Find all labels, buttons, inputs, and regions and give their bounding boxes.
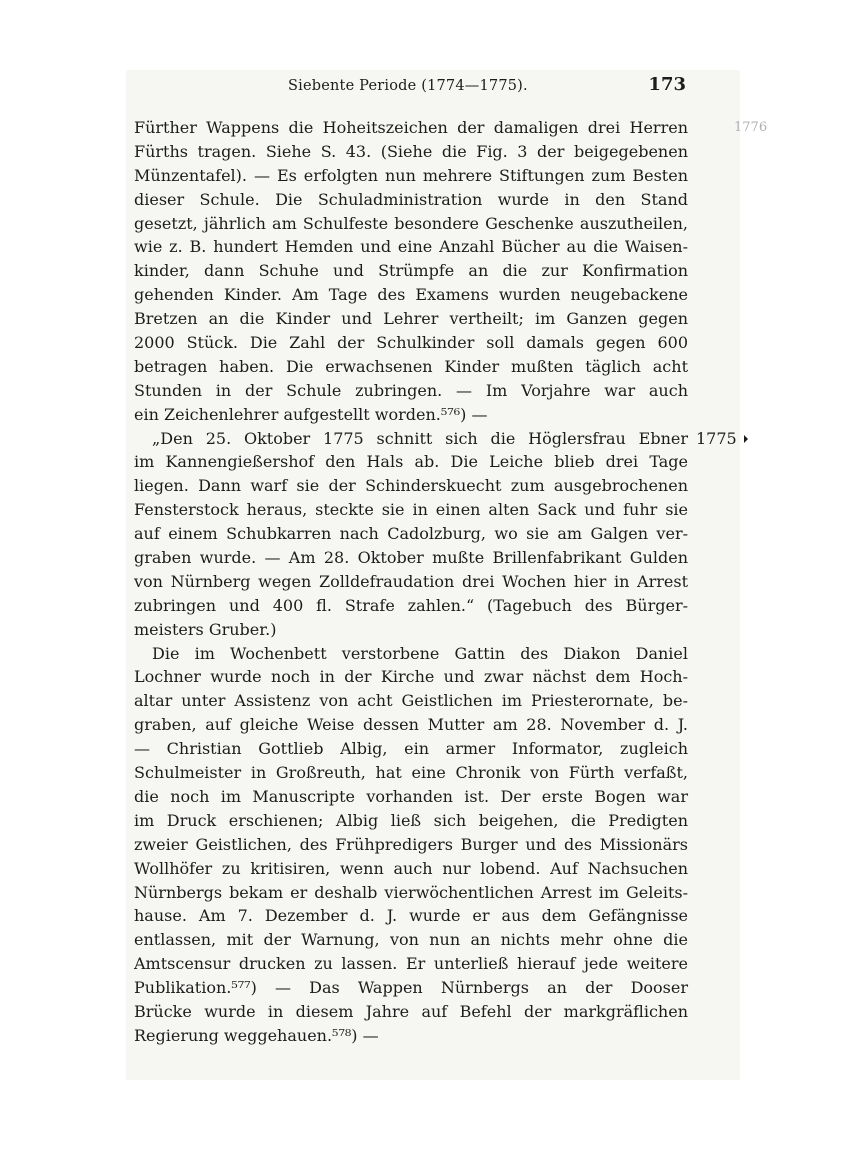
- text-line: Nürnbergs bekam er deshalb vierwöchentlichen Arrest im Geleits-: [134, 882, 688, 902]
- text-line: graben, auf gleiche Weise dessen Mutter am 28. November d. J.: [134, 715, 688, 735]
- bleed-through-text: 1776: [734, 120, 768, 135]
- text-line: Amtscensur drucken zu lassen. Er unterließ hierauf jede weitere: [134, 954, 688, 974]
- text-line: Regierung weggehauen.⁵⁷⁸) —: [134, 1025, 379, 1045]
- text-line: altar unter Assistenz von acht Geistlichen im Priesterornate, be-: [134, 691, 688, 711]
- text-line: zubringen und 400 fl. Strafe zahlen.“ (Tagebuch des Bürger-: [134, 595, 688, 615]
- text-line: meisters Gruber.): [134, 619, 277, 639]
- text-line: Münzentafel). — Es erfolgten nun mehrere Stiftungen zum Besten: [134, 165, 688, 185]
- text-line: gehenden Kinder. Am Tage des Examens wurden neugebackene: [134, 285, 688, 305]
- text-line: Bretzen an die Kinder und Lehrer vertheilt; im Ganzen gegen: [134, 309, 688, 329]
- text-line: Die im Wochenbett verstorbene Gattin des Diakon Daniel: [152, 643, 688, 663]
- text-line: Schulmeister in Großreuth, hat eine Chronik von Fürth verfaßt,: [134, 763, 688, 783]
- text-line: auf einem Schubkarren nach Cadolzburg, wo sie am Galgen ver-: [134, 524, 688, 544]
- text-line: zweier Geistlichen, des Frühpredigers Burger und des Missionärs: [134, 834, 688, 854]
- text-line: betragen haben. Die erwachsenen Kinder mußten täglich acht: [134, 356, 688, 376]
- text-line: graben wurde. — Am 28. Oktober mußte Brillenfabrikant Gulden: [134, 548, 688, 568]
- text-line: Fürths tragen. Siehe S. 43. (Siehe die Fig. 3 der beigegebenen: [134, 141, 688, 161]
- text-line: wie z. B. hundert Hemden und eine Anzahl Bücher au die Waisen-: [134, 237, 688, 257]
- text-line: von Nürnberg wegen Zolldefraudation drei Wochen hier in Arrest: [134, 571, 688, 591]
- running-title: Siebente Periode (1774—1775).: [288, 78, 528, 94]
- text-line: dieser Schule. Die Schuladministration wurde in den Stand: [134, 189, 688, 209]
- text-line: Publikation.⁵⁷⁷) — Das Wappen Nürnbergs an der Dooser: [134, 978, 688, 998]
- text-line: gesetzt, jährlich am Schulfeste besondere Geschenke auszutheilen,: [134, 213, 688, 233]
- text-line: — Christian Gottlieb Albig, ein armer Informator, zugleich: [134, 739, 688, 759]
- text-line: 2000 Stück. Die Zahl der Schulkinder soll damals gegen 600: [134, 333, 688, 353]
- text-line: Lochner wurde noch in der Kirche und zwar nächst dem Hoch-: [134, 667, 688, 687]
- text-line: Fensterstock heraus, steckte sie in einen alten Sack und fuhr sie: [134, 500, 688, 520]
- margin-year-note: 1775: [696, 428, 737, 448]
- text-line: kinder, dann Schuhe und Strümpfe an die zur Konfirmation: [134, 261, 688, 281]
- text-line: hause. Am 7. Dezember d. J. wurde er aus dem Gefängnisse: [134, 906, 688, 926]
- text-line: ein Zeichenlehrer aufgestellt worden.⁵⁷⁶) —: [134, 404, 488, 424]
- page-header: [126, 74, 686, 104]
- text-line: die noch im Manuscripte vorhanden ist. Der erste Bogen war: [134, 786, 688, 806]
- text-line: Wollhöfer zu kritisiren, wenn auch nur lobend. Auf Nachsuchen: [134, 858, 688, 878]
- text-line: Stunden in der Schule zubringen. — Im Vorjahre war auch: [134, 380, 688, 400]
- text-line: entlassen, mit der Warnung, von nun an nichts mehr ohne die: [134, 930, 688, 950]
- text-line: Brücke wurde in diesem Jahre auf Befehl der markgräflichen: [134, 1001, 688, 1021]
- body-text: [134, 116, 737, 1048]
- book-page: [126, 70, 768, 1080]
- text-line: Fürther Wappens die Hoheitszeichen der damaligen drei Herren: [134, 118, 688, 137]
- text-line: im Druck erschienen; Albig ließ sich beigehen, die Predigten: [134, 810, 688, 830]
- text-line: im Kannengießershof den Hals ab. Die Leiche blieb drei Tage: [134, 452, 688, 472]
- text-line: [134, 427, 737, 451]
- text-line-content: „Den 25. Oktober 1775 schnitt sich die Höglersfrau Ebner: [152, 428, 688, 448]
- margin-arrow-icon: [744, 435, 748, 443]
- page-number: 173: [648, 74, 686, 95]
- text-line: liegen. Dann warf sie der Schinderskuecht zum ausgebrochenen: [134, 476, 688, 496]
